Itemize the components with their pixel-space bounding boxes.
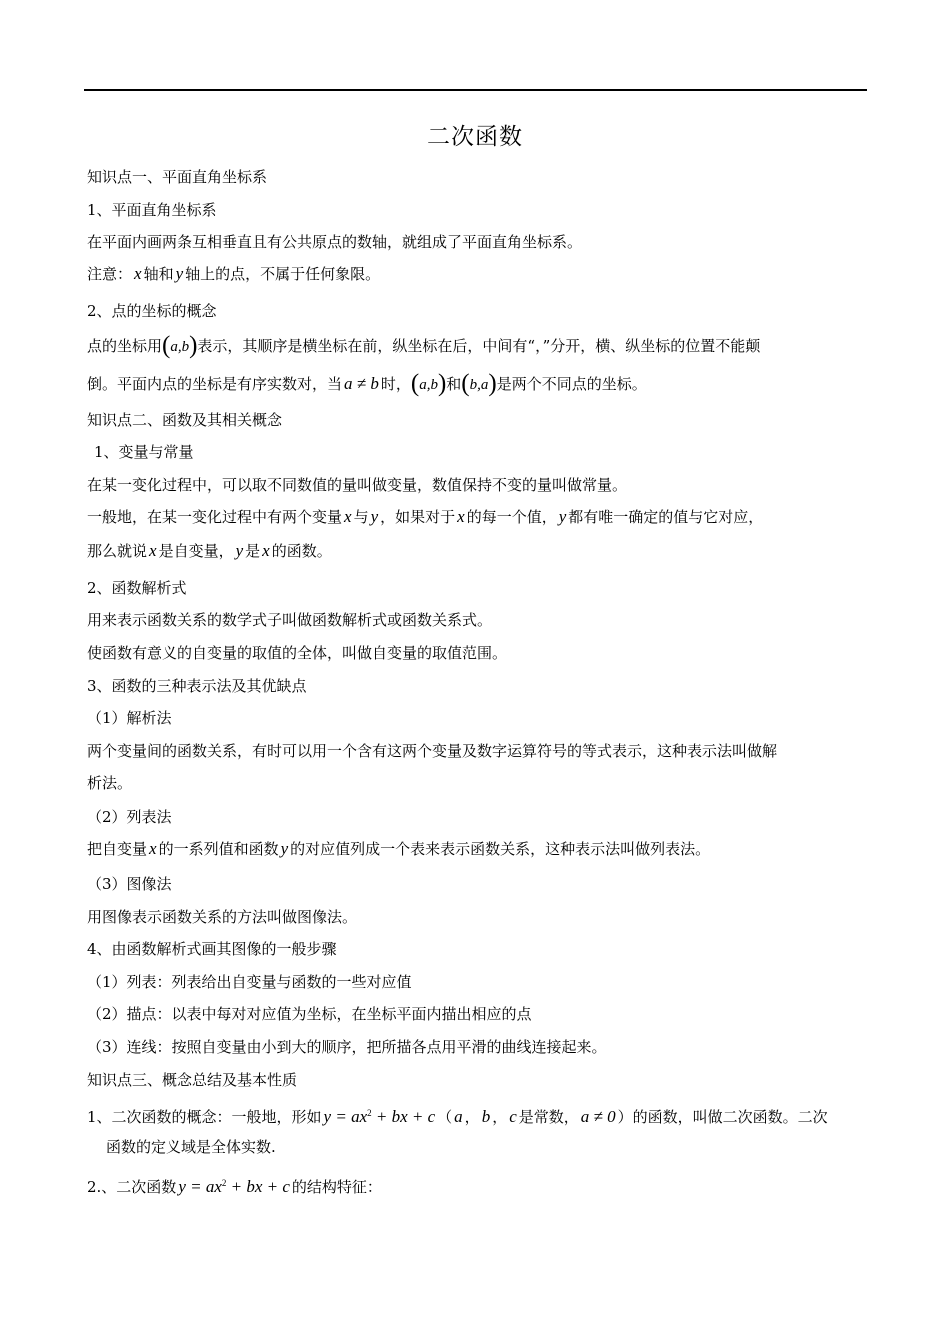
math-expr: a ≠ b: [344, 374, 379, 393]
subheading-representations: 3、函数的三种表示法及其优缺点: [87, 677, 307, 695]
paragraph: 在某一变化过程中，可以取不同数值的量叫做变量，数值保持不变的量叫做常量。: [87, 476, 628, 494]
paragraph: 把自变量 x 的一系列值和函数 y 的对应值列成一个表来表示函数关系，这种表示法叫做列表法。: [87, 839, 711, 858]
section-heading-1: 知识点一、平面直角坐标系: [87, 168, 268, 186]
paragraph: 倒。平面内点的坐标是有序实数对，当 a ≠ b 时，(a,b)和(b,a)是两个不同点的坐标。: [87, 370, 647, 397]
list-item: （1）列表：列表给出自变量与函数的一些对应值: [87, 973, 412, 991]
paragraph: 用来表示函数关系的数学式子叫做函数解析式或函数关系式。: [87, 611, 493, 629]
section-heading-2: 知识点二、函数及其相关概念: [87, 411, 283, 429]
paragraph: 点的坐标用(a,b)表示，其顺序是横坐标在前，纵坐标在后，中间有“，”分开，横、纵坐标的位置不能颠: [87, 332, 761, 359]
header-rule: [84, 89, 867, 91]
paragraph: 那么就说 x 是自变量， y 是 x 的函数。: [87, 541, 332, 560]
math-quadratic: $y = ax^2$ + bx + c: [323, 1107, 436, 1126]
math-pair: (b,a): [461, 370, 497, 397]
math-var: y: [175, 264, 184, 283]
math-quadratic: $y = ax^2$ + bx + c: [178, 1177, 290, 1196]
paragraph: 一般地，在某一变化过程中有两个变量 x 与 y ，如果对于 x 的每一个值， y 都有唯一确定的值与它对应，: [87, 507, 764, 526]
list-item: （2）列表法: [87, 808, 172, 826]
list-item: （1）解析法: [87, 709, 172, 727]
paragraph: 使函数有意义的自变量的取值的全体，叫做自变量的取值范围。: [87, 644, 508, 662]
subheading-function-expression: 2、函数解析式: [87, 579, 187, 597]
paragraph: 1、二次函数的概念：一般地，形如 $y = ax^2$ + bx + c （ a ， b ， c 是常数， a ≠ 0 ）的函数，叫做二次函数。二次: [87, 1107, 828, 1126]
list-item: （2）描点：以表中每对对应值为坐标，在坐标平面内描出相应的点: [87, 1005, 532, 1023]
paragraph: 2.、二次函数 $y = ax^2$ + bx + c 的结构特征：: [87, 1177, 382, 1196]
list-item: （3）连线：按照自变量由小到大的顺序，把所描各点用平滑的曲线连接起来。: [87, 1038, 607, 1056]
section-heading-3: 知识点三、概念总结及基本性质: [87, 1071, 298, 1089]
paragraph: 注意： x 轴和 y 轴上的点，不属于任何象限。: [87, 264, 381, 283]
list-item: （3）图像法: [87, 875, 172, 893]
paragraph: 在平面内画两条互相垂直且有公共原点的数轴，就组成了平面直角坐标系。: [87, 233, 583, 251]
paragraph: 两个变量间的函数关系，有时可以用一个含有这两个变量及数字运算符号的等式表示，这种表示法叫做解: [87, 742, 778, 760]
subheading-graph-steps: 4、由函数解析式画其图像的一般步骤: [87, 940, 337, 958]
paragraph: 函数的定义域是全体实数.: [106, 1138, 276, 1156]
math-pair: (a,b): [162, 332, 198, 359]
subheading-coordinate-system: 1、平面直角坐标系: [87, 201, 217, 219]
subheading-point-coordinates: 2、点的坐标的概念: [87, 302, 217, 320]
math-pair: (a,b): [410, 370, 447, 397]
page-title: 二次函数: [427, 124, 523, 150]
subheading-variables: 1、变量与常量: [94, 443, 194, 461]
paragraph: 析法。: [87, 774, 133, 792]
paragraph: 用图像表示函数关系的方法叫做图像法。: [87, 908, 358, 926]
math-var: x: [134, 264, 142, 283]
